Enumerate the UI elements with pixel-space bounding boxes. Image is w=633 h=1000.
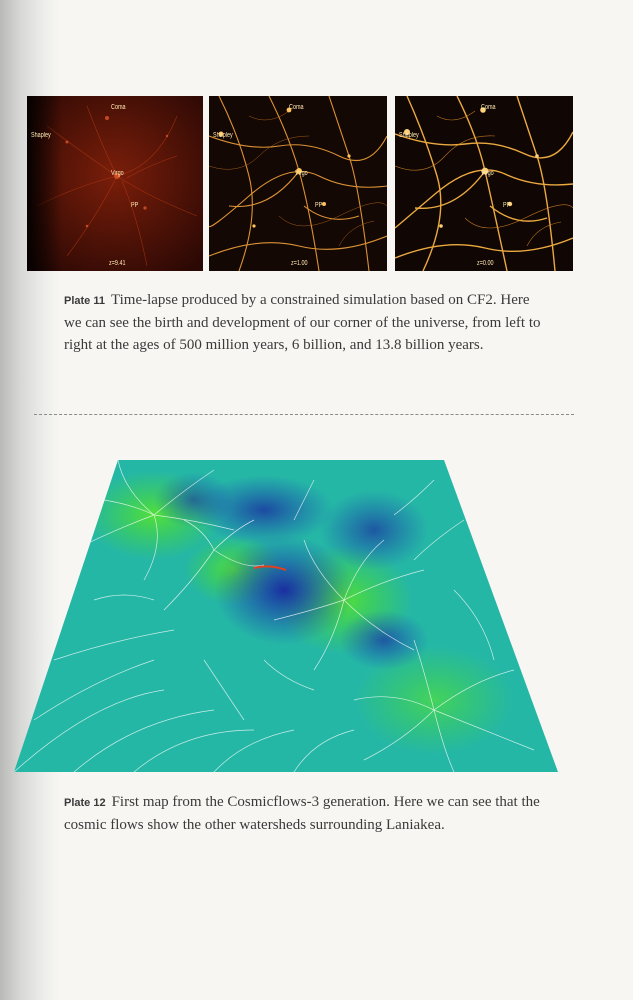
cosmic-web-image-today: [395, 96, 573, 271]
simulation-panel-early: [27, 96, 203, 271]
simulation-panel-middle: [209, 96, 387, 271]
label-virgo: Virgo: [295, 170, 308, 177]
simulation-panel-today: [395, 96, 573, 271]
label-redshift: z=1.00: [291, 260, 308, 267]
plate-12-text: First map from the Cosmicflows-3 generation. Here we can see that the cosmic flows show the other watersheds surrounding Laniakea.: [64, 794, 540, 833]
label-coma: Coma: [289, 104, 304, 111]
label-coma: Coma: [481, 104, 496, 111]
plate-12-label: Plate 12: [64, 797, 106, 809]
cosmicflows-map: [14, 460, 558, 772]
label-coma: Coma: [111, 104, 126, 111]
label-shapley: Shapley: [213, 132, 233, 139]
plate-12-caption: [64, 791, 544, 836]
label-shapley: Shapley: [399, 132, 419, 139]
cosmicflows-flow-image: [14, 460, 558, 772]
cosmic-web-image-early: [27, 96, 203, 271]
label-virgo: Virgo: [481, 170, 494, 177]
label-virgo: Virgo: [111, 170, 124, 177]
label-redshift: z=0.00: [477, 260, 494, 267]
label-shapley: Shapley: [31, 132, 51, 139]
label-redshift: z=9.41: [109, 260, 126, 267]
plate-11-caption: [64, 289, 544, 356]
label-pp: PP: [503, 202, 511, 209]
label-pp: PP: [315, 202, 323, 209]
cosmic-web-image-middle: [209, 96, 387, 271]
plate-11-label: Plate 11: [64, 295, 105, 307]
plate-11-text: Time-lapse produced by a constrained simulation based on CF2. Here we can see the birth and development of our corner of the universe, from left to right at the ages of 500 million years, 6 billion, and 13.8 billion years.: [64, 292, 541, 353]
label-pp: PP: [131, 202, 139, 209]
section-divider: [34, 414, 574, 415]
